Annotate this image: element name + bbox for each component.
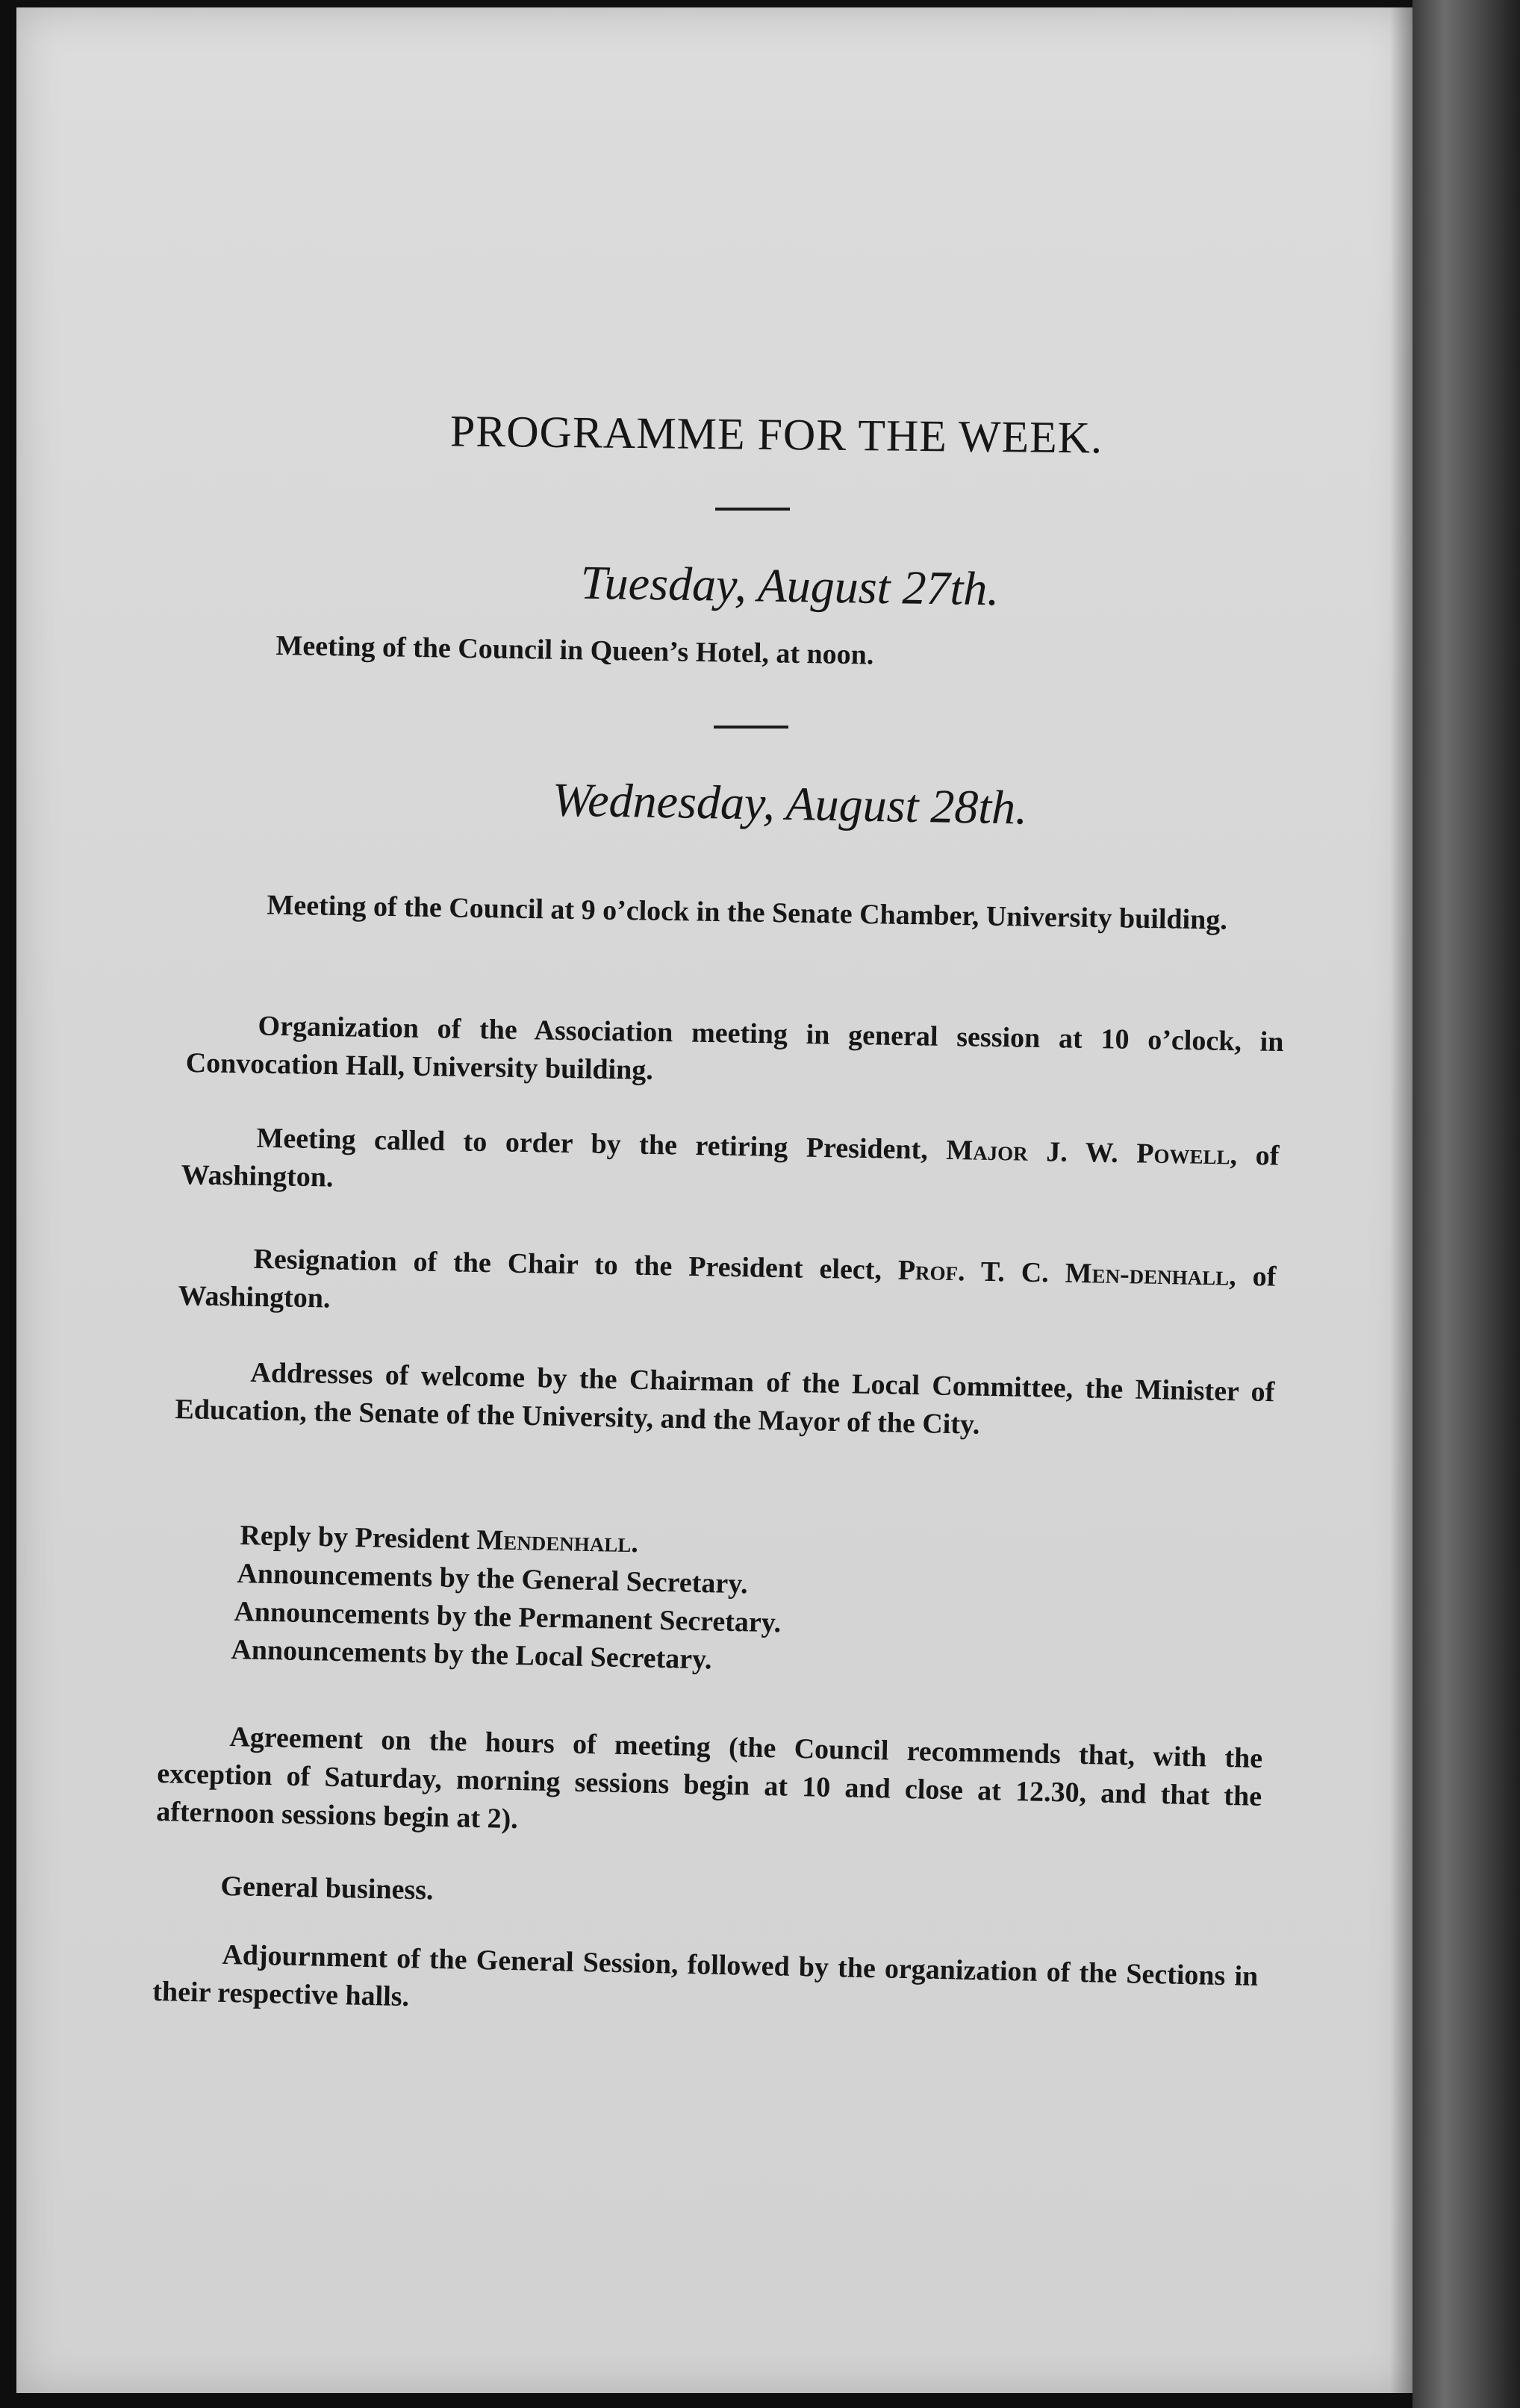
item-resignation: Resignation of the Chair to the President elect, Prof. T. C. Men-denhall, of Washington. xyxy=(178,1243,1277,1314)
page-title: PROGRAMME FOR THE WEEK. xyxy=(449,406,1103,463)
item-called-to-order: Meeting called to order by the retiring President, Major J. W. Powell, of Washington. xyxy=(181,1122,1280,1194)
item-agreement: Agreement on the hours of meeting (the Council recommends that, with the exception of Saturday, morning sessions begin at 10 and close at 12.30, and that the afternoon sessions begin at 2). xyxy=(155,1721,1263,1835)
item-reply: Reply by President Mendenhall. xyxy=(240,1519,639,1559)
item-council-meeting: Meeting of the Council at 9 o’clock in the Senate Chamber, University building. xyxy=(267,889,1228,936)
tuesday-item-council: Meeting of the Council in Queen’s Hotel, at noon. xyxy=(275,629,874,671)
item-addresses: Addresses of welcome by the Chairman of the Local Committee, the Minister of Education, the Senate of the University, and the Mayor of the City. xyxy=(175,1356,1275,1441)
item-general-business: General business. xyxy=(220,1870,434,1906)
divider-rule xyxy=(714,726,788,729)
wednesday-heading: Wednesday, August 28th. xyxy=(552,773,1028,835)
item-announce-general: Announcements by the General Secretary. xyxy=(237,1557,749,1600)
item-adjournment: Adjournment of the General Session, followed by the organization of the Sections in their respective halls. xyxy=(152,1938,1259,2013)
book-binding xyxy=(1412,0,1520,2408)
tuesday-heading: Tuesday, August 27th. xyxy=(580,555,1000,616)
item-announce-permanent: Announcements by the Permanent Secretary. xyxy=(234,1595,782,1639)
divider-rule xyxy=(715,508,790,511)
item-announce-local: Announcements by the Local Secretary. xyxy=(231,1633,712,1676)
item-organization: Organization of the Association meeting in general session at 10 o’clock, in Convocation Hall, University building. xyxy=(185,1010,1284,1086)
page-edge-shadow xyxy=(1390,7,1412,2393)
